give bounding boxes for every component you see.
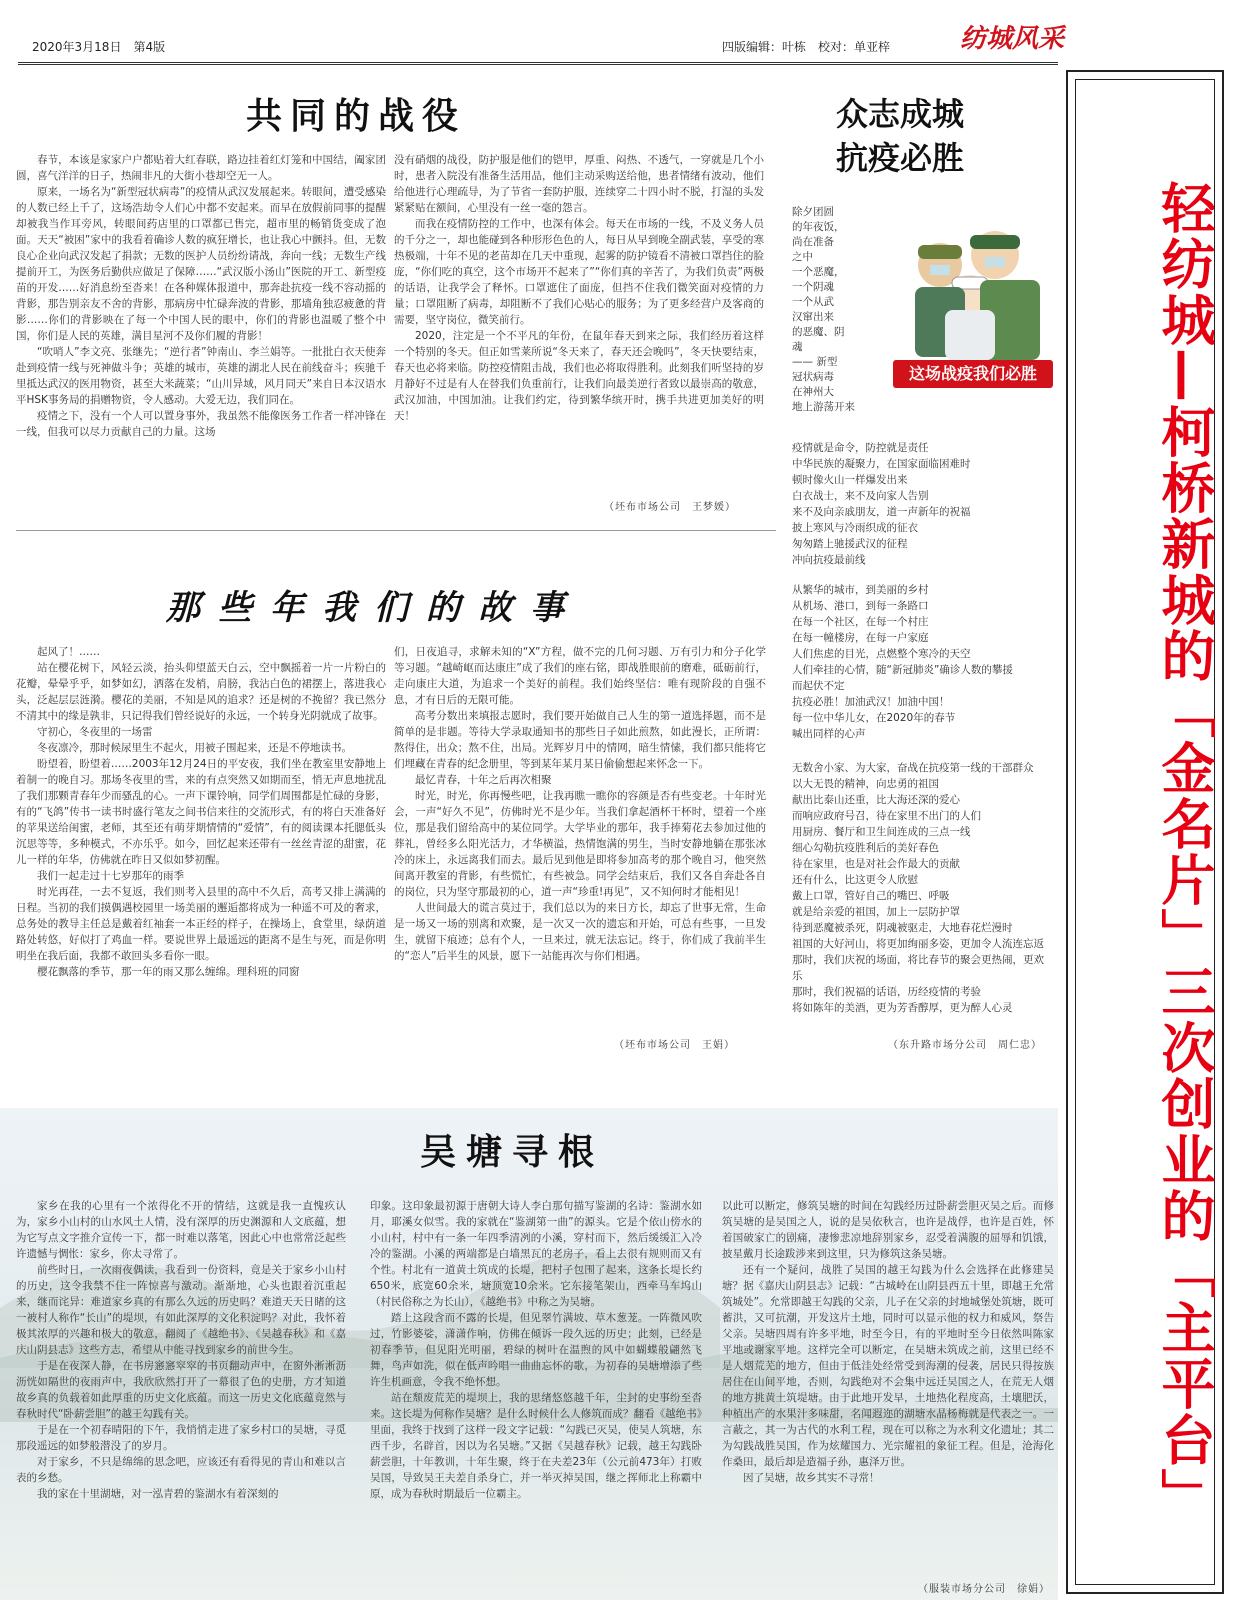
poem-line: 在神州大 [792, 386, 834, 398]
side-banner-inner [1075, 79, 1215, 1585]
poem-line: 尚在准备 [792, 236, 834, 248]
poem-line: 还有什么，比这更令人欣慰 [792, 874, 918, 886]
paragraph: 对于家乡，不只是绵绵的思念吧，应该还有看得见的青山和难以言表的乡愁。 [16, 1456, 346, 1484]
poem-line: 魂 [792, 341, 803, 353]
date-page: 2020年3月18日 第4版 [32, 40, 166, 54]
article2-title: 那些年我们的故事 [166, 588, 582, 628]
poem-line: 就是给亲爱的祖国，加上一层防护罩 [792, 906, 960, 918]
poem-line: 一个阴魂 [792, 281, 834, 293]
paragraph: 春节，本该是家家户户都贴着大红春联，路边挂着红灯笼和中国结，阖家团圆，喜气洋洋的日子，热闹非凡的大街小巷却空无一人。 [16, 154, 386, 182]
poem-line: 的年夜饭， [792, 221, 845, 233]
poem-line: 冠状病毒 [792, 371, 834, 383]
poem-line: 用厨房、餐厅和卫生间连成的三点一线 [792, 826, 971, 838]
poem-title-line1: 众志成城 [836, 95, 965, 133]
paragraph: 于是在一个初春晴阳的下午，我悄悄走进了家乡村口的吴塘，寻觅那段遥远的如梦般潜没了的岁月。 [16, 1424, 346, 1452]
article2-signature: （坯布市场公司 王娟） [614, 1040, 735, 1051]
poem-wrapped-lines [792, 205, 862, 415]
poem-line: 疫情就是命令，防控就是责任 [792, 442, 929, 454]
paragraph: 们，日夜追寻，求解未知的“X”方程，做不完的几何习题、万有引力和分子化学等习题。“越崎岖而达康庄”成了我们的座右铭，即战胜眼前的磨难，砥砺前行，走向康庄大道，为追求一个美好的前程。我们始终坚信：唯有现阶段的自强不息，才有日后的无限可能。 [394, 646, 766, 706]
article3-col3 [722, 1198, 1054, 1486]
illustration-banner: 这场战疫我们必胜 [893, 360, 1053, 388]
poem-line: 白衣战士，来不及向家人告别 [792, 490, 929, 502]
poem-line: 献出比泰山还重，比大海还深的爱心 [792, 794, 960, 806]
poem-title-line2: 抗疫必胜 [836, 139, 965, 177]
subheading: 我们一起走过十七岁那年的雨季 [37, 870, 184, 882]
poem-line: 匆匆踏上驰援武汉的征程 [792, 538, 908, 550]
article2-col2 [394, 644, 766, 964]
poem-stanza2 [792, 582, 1052, 742]
subheading: 守初心，冬夜里的一场雷 [37, 726, 153, 738]
paragraph: “吹哨人”李文亮、张继先；“逆行者”钟南山、李兰娟等。一批批白衣天使奔赴到疫情一线与死神做斗争；英雄的城市，英雄的湖北人民在前线奋斗；疾驰千里抵达武汉的医用物资，甚至大米蔬菜；“山川异域，风月同天”来自日本汉语水平HSK事务局的捐赠物资，令人感动。大爱无边，我们同在。 [16, 346, 386, 406]
page-header [18, 0, 1064, 62]
article3-col1 [16, 1198, 346, 1502]
article1-title: 共同的战役 [246, 95, 467, 137]
poem-line: 细心勾勒抗疫胜利后的美好春色 [792, 842, 939, 854]
poem-line: 人们牵挂的心情，随“新冠肺炎”确诊人数的攀援 [792, 664, 1013, 676]
poem-line: 待在家里，也是对社会作最大的贡献 [792, 858, 960, 870]
paragraph: 2020，注定是一个不平凡的年份，在鼠年春天到来之际，我们经历着这样一个特别的冬天。但正如雪莱所说“冬天来了，春天还会晚吗”，冬天快要结束，春天也必将来临。防控疫情阻击战，我们也必将取得胜利。此刻我们听坚持的岁月静好不过是有人在替我们负重前行，让我们向最美逆行者致以最崇高的敬意，武汉加油，中国加油。让我们约定，待到繁华缤开时，携手共进更加美好的明天！ [394, 330, 764, 422]
poem-line: 的恶魔、阴 [792, 326, 845, 338]
paragraph: 没有硝烟的战役，防护服是他们的铠甲，厚重、闷热、不透气，一穿就是几个小时，患者入院没有准备生活用品，他们主动采购送给他，患者情绪有波动，他们给他进行心理疏导，为了节省一套防护服，连续穿二十四小时不脱，打湿的头发紧紧贴在额间，心里没有一丝一毫的怨言。 [394, 154, 764, 214]
poem-line: 将如陈年的美酒，更为芳香醇厚，更为醉人心灵 [792, 1002, 1013, 1014]
poem-line: 一个从武 [792, 296, 834, 308]
poem-title [836, 92, 964, 180]
poem-line: 之中 [792, 251, 813, 263]
paragraph: 盼望着，盼望着……2003年12月24日的平安夜，我们坐在教室里安静地上着制一的晚自习。那场冬夜里的雪，来的有点突然又如期而至，悄无声息地扰乱了我们那颗青春年少而骚乱的心。一声下课铃响，同学们周围都是忙碌的身影，有的“飞鸽”传书一读书时盛行笔友之间书信来往的交流形式，有的将白天准备好的苹果送给闺蜜，老师，其至还有萌芽期情情的“爱情”，有的阅读课本托腮低头沉思等等，多种模式，不亦乐乎。如今，回忆起来还带有一丝丝青涩的甜蜜，花儿一样的年华，仿佛就在昨日又似如梦初醒。 [16, 758, 386, 866]
poem-line: 那时，我们庆祝的场面，将比春节的聚会更热闹，更欢乐 [792, 954, 1044, 982]
poem-line: 从繁华的城市，到美丽的乡村 [792, 584, 929, 596]
poem-line: 祖国的大好河山，将更加绚丽多姿，更加令人流连忘返 [792, 938, 1044, 950]
side-banner-text: 轻纺城—柯桥新城的「金名片」三次创业的「主平台」 [1153, 180, 1216, 1524]
paragraph: 时光再荏，一去不复返，我们则考入县里的高中不久后，高考又排上满满的日程。当初的我们摸偶遇校园里一场美丽的邂逅都将成为一种遥不可及的奢求，总务处的教导主任总是戴着红袖套一本正经的样子，在操场上，食堂里，绿荫道路处转悠，好似打了鸡血一样。要说世界上最遥远的距离不是生与死，而是你明明坐在我后面，我都不敢回头多看你一眼。 [16, 886, 386, 962]
paragraph: 樱花飘落的季节，那一年的雨又那么缠绵。理科班的同窗 [37, 966, 300, 978]
paragraph: 人世间最大的谎言莫过于，我们总以为的来日方长，却忘了世事无常，生命是一场又一场的别离和欢聚，是一次又一次的遗忘和开始，可总有些事，一旦发生，就留下痕迹；总有个人，一旦来过，就无法忘记。终于，你们成了我前半生的“恋人”后半生的风景，愿下一站能再次与你们相遇。 [394, 902, 766, 962]
poem-line: 抗疫必胜！加油武汉！加油中国！ [792, 696, 950, 708]
poem-line: 以大无畏的精神，向忠勇的祖国 [792, 778, 939, 790]
poem-line: 来不及向亲戚朋友，道一声新年的祝福 [792, 506, 971, 518]
header-rule [18, 62, 1058, 65]
paragraph: 踏上这段含而不露的长堤，但见翠竹满坡、草木葱茏。一阵微风吹过，竹影婆娑，潇潇作响，仿佛在倾诉一段久远的历史；此刻，已经是初春季节，但见阳光明丽，碧绿的树叶在温煦的风中如蝴蝶般翩然飞舞，鸟声如洗，似在低声吟唱一曲曲忘怀的歌，为初春的吴塘增添了些许生机画意，令我不绝怀想。 [370, 1312, 702, 1388]
paragraph: 于是在夜深人静，在书房窸窸窣窣的书页翻动声中，在窗外淅淅沥沥恍如隔世的夜雨声中，我欣欣然打开了一幕很了色的史册，方才知道故乡真的负载着如此厚重的历史文化底蕴。而这一历史文化底蕴竟然与春秋时代“卧薪尝胆”的越王勾践有关。 [16, 1360, 346, 1420]
paragraph: 家乡在我的心里有一个浓得化不开的情结，这就是我一直愧疚认为，家乡小山村的山水风土人情，没有深厚的历史渊源和人文底蕴，想为它写点文字推介宣传一下，都一时难以落笔，因此心中也常常泛起些许遗憾与惆怅：家乡，你太寻常了。 [16, 1200, 346, 1260]
paragraph: 还有一个疑问，战胜了吴国的越王勾践为什么会选择在此修建吴塘？据《嘉庆山阴县志》记载：“古城岭在山阴县西五十里，即越王允常筑城处”。允常即越王勾践的父亲，儿子在父亲的封地城堡处筑塘，既可蓄洪，又可抗潮，开发这片土地，同时可以显示他的权力和威风，祭告父亲。吴塘四周有许多平地，时至今日，有的平地时至今日依然叫陈家平地或谢家平地。这样完全可以断定，在吴塘未筑成之前，这里已经不是人烟荒芜的地方，但由于低洼处经常受到海潮的侵袭，居民只得按族居住在山间平地，否则，勾践绝对不会集中远迁吴国之人，在荒无人烟的地方挑黄土筑堤塘。由于此地开发早，土地热化程度高，土壤肥沃，种植出产的水果汁多味甜，名闻遐迩的湖塘水晶杨梅就是代表之一。一言蔽之，其一为古代的水利工程，现在可以称之为水利文化遗址；其二为勾践战胜吴国，作为炫耀国力、光宗耀祖的象征工程。但是，沧海化作桑田，最后却是造福子孙，惠泽万世。 [722, 1264, 1054, 1468]
article3-col2 [370, 1198, 702, 1502]
paragraph: 起风了！…… [37, 646, 100, 658]
paragraph: 疫情之下，没有一个人可以置身事外，我虽然不能像医务工作者一样冲锋在一线，但我可以尽力贡献自己的力量。这场 [16, 410, 386, 438]
article1-col1 [16, 152, 386, 440]
subheading: 最忆青春，十年之后再次相聚 [415, 774, 552, 786]
article3-signature: （服装市场分公司 徐娟） [918, 1584, 1050, 1595]
paragraph: 站在颓废荒芜的堤坝上，我的思绪悠悠越千年，尘封的史事纷至沓来。这长堤为何称作吴塘？是什么时候什么人修筑而成？翻看《越绝书》里面，我终于找到了这样一段文字记载：“勾践已灭吴，使吴人筑塘，东西千步，名辟首，因以为名吴塘。”又据《吴越春秋》记载，越王勾践卧薪尝胆，十年教训，十年生聚，终于在夫差23年（公元前473年）打败吴国，导致吴王夫差自杀身亡，并一举灭掉吴国，继之挥师北上称霸中原，成为春秋时期最后一位霸主。 [370, 1392, 702, 1500]
side-banner [1066, 70, 1224, 1594]
paragraph: 冬夜凛冷，那时候尿里生不起火，用被子围起来，还是不停地读书。 [37, 742, 352, 754]
brand-logo: 纺城风采 [959, 24, 1064, 54]
poem-line: 那时，我们祝福的话语，历经疫情的考验 [792, 986, 981, 998]
poem-line: 地上游荡开来 [792, 401, 855, 413]
paragraph: 印象。这印象最初源于唐朝大诗人李白那句描写鉴湖的名诗：鉴湖水如月，耶溪女似雪。我的家就在“鉴湖第一曲”的源头。它是个依山傍水的小山村，村中有一条一年四季清冽的小溪，穿村而下，然后缓缓汇入冷冷的鉴湖。小溪的两端都是白墙黑瓦的老房子，看上去很有规则而又有个性。村北有一道黄土筑成的长堤，把村子包围了起来，这条长堤长约650米，底宽60余米，塘顶宽10余米。它东接笔架山，西牵马车坞山（村民俗称之为长山），《越绝书》中称之为吴塘。 [370, 1200, 702, 1308]
paragraph: 以此可以断定，修筑吴塘的时间在勾践经历过卧薪尝胆灭吴之后。而修筑吴塘的是吴国之人，说的是吴依秋言，也许是战俘，也许是百姓，怀着国破家亡的剧痛，凄惨悲凉地辞别家乡，忍受着满腹的屈辱和饥饿，披星戴月长途跋涉来到这里，只为修筑这条吴塘。 [722, 1200, 1054, 1260]
poem-line: 顿时像火山一样爆发出来 [792, 474, 908, 486]
poem-line: 喊出同样的心声 [792, 728, 866, 740]
poem-stanza3 [792, 760, 1054, 1016]
paragraph: 时光，时光，你再慢些吧，让我再瞧一瞧你的容颜是否有些变老。十年时光会，一声“好久不见”，仿佛时光不是少年。当我们拿起酒杯干杯时，望着一个座位，那是我们留给高中的某位同学。大学毕业的那年，我手捧菊花去参加过他的葬礼，曾经多么阳光活力，才华横溢，热情饱满的男生，当时安静地躺在那张冰冷的床上，永远离我们而去。最后见到他是即将参加高考的那个晚自习，他突然间离开教室的背影，有些慌忙，有些被急。同学会结束后，我们又各自奔赴各自的岗位，只为坚守那最初的心，道一声“珍重!再见”，又不知何时才能相见！ [394, 790, 766, 898]
poem-line: 人们焦虑的目光，点燃整个寒冷的天空 [792, 648, 971, 660]
poem-line: 无数舍小家、为大家，奋战在抗疫第一线的干部群众 [792, 762, 1034, 774]
medical-workers-illustration [900, 205, 1050, 365]
divider [16, 530, 776, 531]
poem-line: 在每一幢楼房，在每一户家庭 [792, 632, 929, 644]
poem-line: 待到恶魔被杀死，阴魂被驱走，大地春花烂漫时 [792, 922, 1013, 934]
paragraph: 前些时日，一次雨夜偶读，我看到一份资料，竟是关于家乡小山村的历史，这令我禁不住一阵惊喜与激动。渐渐地，心头也跟着沉重起来，继而诧异：难道家乡真的有那么久远的历史吗？难道天天日睹的这一被村人称作“长山”的堤坝，有如此深厚的文化积淀吗？对此，我怀着极其浓厚的兴趣和极大的敬意，翻阅了《越绝书》、《吴越春秋》和《嘉庆山阴县志》这些方志，希望从中能寻找到家乡的前世今生。 [16, 1264, 346, 1356]
poem-line: 中华民族的凝聚力，在国家面临困难时 [792, 458, 971, 470]
poem-line: 一个恶魔， [792, 266, 845, 278]
poem-stanza1 [792, 440, 1052, 568]
paragraph: 高考分数出来填报志愿时，我们要开始做自己人生的第一道选择题，而不是简单的是非题。等待大学录取通知书的那些日子如此煎熬，如此漫长，正所谓：熬得住，出众；熬不住，出局。光辉岁月中的情网，暗生情愫，我们都只能将它们埋藏在青春的纪念册里，等到某年某月某日偷偷想起来怀念一下。 [394, 710, 766, 770]
poem-line: 除夕团圆 [792, 206, 834, 218]
poem-line: 而响应政府号召，待在家里不出门的人们 [792, 810, 981, 822]
poem-line: 汉窜出来 [792, 311, 834, 323]
poem-line: 冲向抗疫最前线 [792, 554, 866, 566]
paragraph: 因了吴塘，故乡其实不寻常！ [743, 1472, 880, 1484]
article3-title: 吴塘寻根 [420, 1131, 605, 1173]
poem-line: 披上寒风与冷雨织成的征衣 [792, 522, 918, 534]
poem-line: 而起伏不定 [792, 680, 845, 692]
article1-col2 [394, 152, 764, 424]
poem-line: —— 新型 [792, 356, 838, 368]
poem-line: 从机场、港口，到每一条路口 [792, 600, 929, 612]
poem-line: 在每一个社区，在每一个村庄 [792, 616, 929, 628]
article1-signature: （坯布市场公司 王梦媛） [604, 502, 736, 513]
paragraph: 站在樱花树下，风轻云淡，抬头仰望蓝天白云，空中飘摇着一片一片粉白的花瓣，晕晕乎乎，如梦如幻，洒落在发梢，肩膀，我沾白色的裙摆上，落进我心头，泛起层层涟漪。樱花的美丽，不知是风的追求？还是树的不挽留？我已然分不清其中的缘是孰非，只记得我们曾经说好的永远，一个转身光阴就成了故事。 [16, 662, 386, 722]
paragraph: 原来，一场名为“新型冠状病毒”的疫情从武汉发展起来。转眼间，遭受感染的人数已经上千了，这场浩劫令人们心中都不安起来。而早在放假前同事的提醒却被我当作耳旁风，转眼间药店里的口罩都已售完，超市里的畅销货变成了泡面。天天“被困”家中的我看着确诊人数的疯狂增长，也让我心中颤抖。但，无数良心企业向武汉发起了捐款；无数的医护人员纷纷请战，奔向一线；无数生产线提前开工，为医务后勤供应做足了保障……“武汉版小汤山”医院的开工、新型疫苗的开发……好消息纷至沓来！在各种媒体报道中，那奔赴抗疫一线不容动摇的背影，那告别亲友不舍的背影，那病房中忙碌奔波的背影，那墙角独忍疲惫的背影……你们的背影映在了每一个中国人民的眼中，你们的背影也温暖了整个中国，你们是人民的英雄，满目星河不及你们履的背影！ [16, 186, 386, 342]
poem-signature: （东升路市场分公司 周仁忠） [888, 1040, 1042, 1051]
paragraph: 我的家在十里湖塘，对一泓青碧的鉴湖水有着深刻的 [37, 1488, 279, 1500]
article2-col1 [16, 644, 386, 980]
poem-line: 戴上口罩，管好自己的嘴巴、呼吸 [792, 890, 950, 902]
poem-line: 每一位中华儿女，在2020年的春节 [792, 712, 956, 724]
editors-credit: 四版编辑：叶栋 校对：单亚梓 [722, 40, 891, 54]
paragraph: 而我在疫情防控的工作中，也深有体会。每天在市场的一线，不及义务人员的千分之一，却也能碰到各种形形色色的人，每日从早到晚全副武装，享受的寒热极端，十年不见的老苗却在几天中重现，起雾的防护镜看不清被口罩挡住的脸庞，“你们吃的真空，这个市场开不起来了”“你们真的辛苦了，为我们负责”两极的话语，让我学会了释怀。口罩遮住了面庞，但挡不住我们微笑面对疫情的力量；口罩阻断了病毒，却阻断不了我们心贴心的服务；为了更多经营户及客商的需要，坚守岗位，微笑前行。 [394, 218, 764, 326]
